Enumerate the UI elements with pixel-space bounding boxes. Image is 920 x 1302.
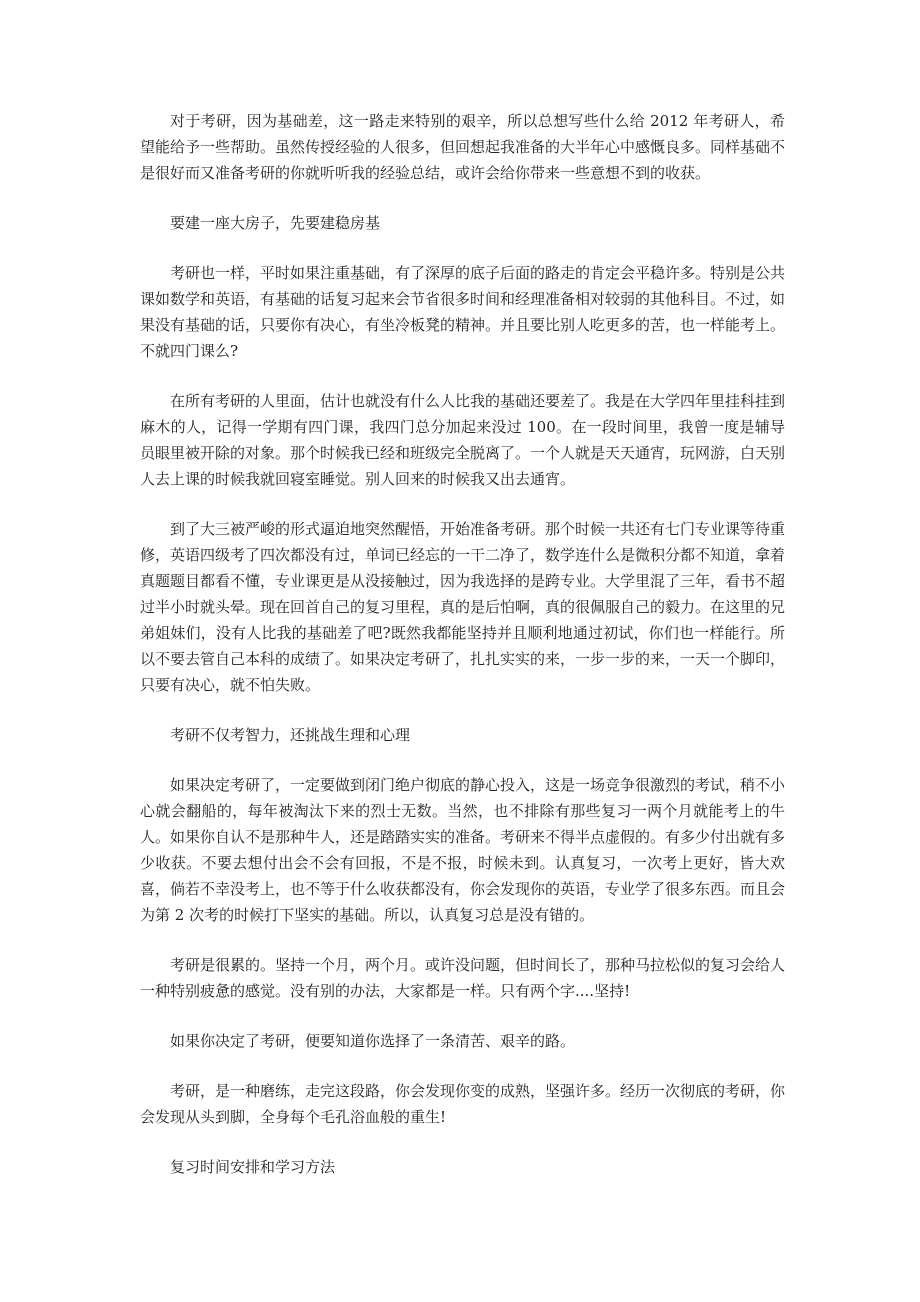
paragraph-persistence: 考研是很累的。坚持一个月，两个月。或许没问题，但时间长了，那种马拉松似的复习会给人一种特别疲惫的感觉。没有别的办法，大家都是一样。只有两个字....坚持! bbox=[140, 956, 786, 1000]
section-heading-foundation: 要建一座大房子，先要建稳房基 bbox=[170, 214, 381, 232]
statement-hard-road: 如果你决定了考研，便要知道你选择了一条清苦、艰辛的路。 bbox=[170, 1032, 576, 1050]
paragraph-rebirth: 考研，是一种磨练，走完这段路，你会发现你变的成熟，坚强许多。经历一次彻底的考研，你会发现从头到脚，全身每个毛孔浴血般的重生! bbox=[140, 1082, 786, 1126]
paragraph-weak-basis: 在所有考研的人里面，估计也就没有什么人比我的基础还要差了。我是在大学四年里挂科挂到麻木的人，记得一学期有四门课，我四门总分加起来没过 100。在一段时间里，我曾一度是辅导员眼里被开除的对象。那个时候我已经和班级完全脱离了。一个人就是天天通宵，玩网游，白天别人去上课的时候我就回寝室睡觉。别人回来的时候我又出去通宵。 bbox=[140, 392, 786, 488]
paragraph-intro: 对于考研，因为基础差，这一路走来特别的艰辛，所以总想写些什么给 2012 年考研人，希望能给予一些帮助。虽然传授经验的人很多，但回想起我准备的大半年心中感慨良多。同样基础不是很好而又准备考研的你就听听我的经验总结，或许会给你带来一些意想不到的收获。 bbox=[140, 112, 786, 182]
paragraph-foundation: 考研也一样，平时如果注重基础，有了深厚的底子后面的路走的肯定会平稳许多。特别是公共课如数学和英语，有基础的话复习起来会节省很多时间和经理准备相对较弱的其他科目。不过，如果没有基础的话，只要你有决心，有坐冷板凳的精神。并且要比别人吃更多的苦，也一样能考上。不就四门课么? bbox=[140, 264, 786, 360]
section-heading-challenge: 考研不仅考智力，还挑战生理和心理 bbox=[170, 726, 411, 744]
paragraph-awakening: 到了大三被严峻的形式逼迫地突然醒悟，开始准备考研。那个时候一共还有七门专业课等待重修，英语四级考了四次都没有过，单词已经忘的一干二净了，数学连什么是微积分都不知道，拿着真题题目都看不懂，专业课更是从没接触过，因为我选择的是跨专业。大学里混了三年，看书不超过半小时就头晕。现在回首自己的复习里程，真的是后怕啊，真的很佩服自己的毅力。在这里的兄弟姐妹们，没有人比我的基础差了吧?既然我都能坚持并且顺利地通过初试，你们也一样能行。所以不要去管自己本科的成绩了。如果决定考研了，扎扎实实的来，一步一步的来，一天一个脚印，只要有决心，就不怕失败。 bbox=[140, 520, 786, 694]
document-body bbox=[140, 108, 785, 1204]
paragraph-commitment: 如果决定考研了，一定要做到闭门绝户彻底的静心投入，这是一场竞争很激烈的考试，稍不小心就会翻船的，每年被淘汰下来的烈士无数。当然，也不排除有那些复习一两个月就能考上的牛人。如果你自认不是那种牛人，还是踏踏实实的准备。考研来不得半点虚假的。有多少付出就有多少收获。不要去想付出会不会有回报，不是不报，时候未到。认真复习，一次考上更好，皆大欢喜，倘若不幸没考上，也不等于什么收获都没有，你会发现你的英语，专业学了很多东西。而且会为第 2 次考的时候打下坚实的基础。所以，认真复习总是没有错的。 bbox=[140, 776, 786, 924]
section-heading-schedule: 复习时间安排和学习方法 bbox=[170, 1158, 336, 1176]
